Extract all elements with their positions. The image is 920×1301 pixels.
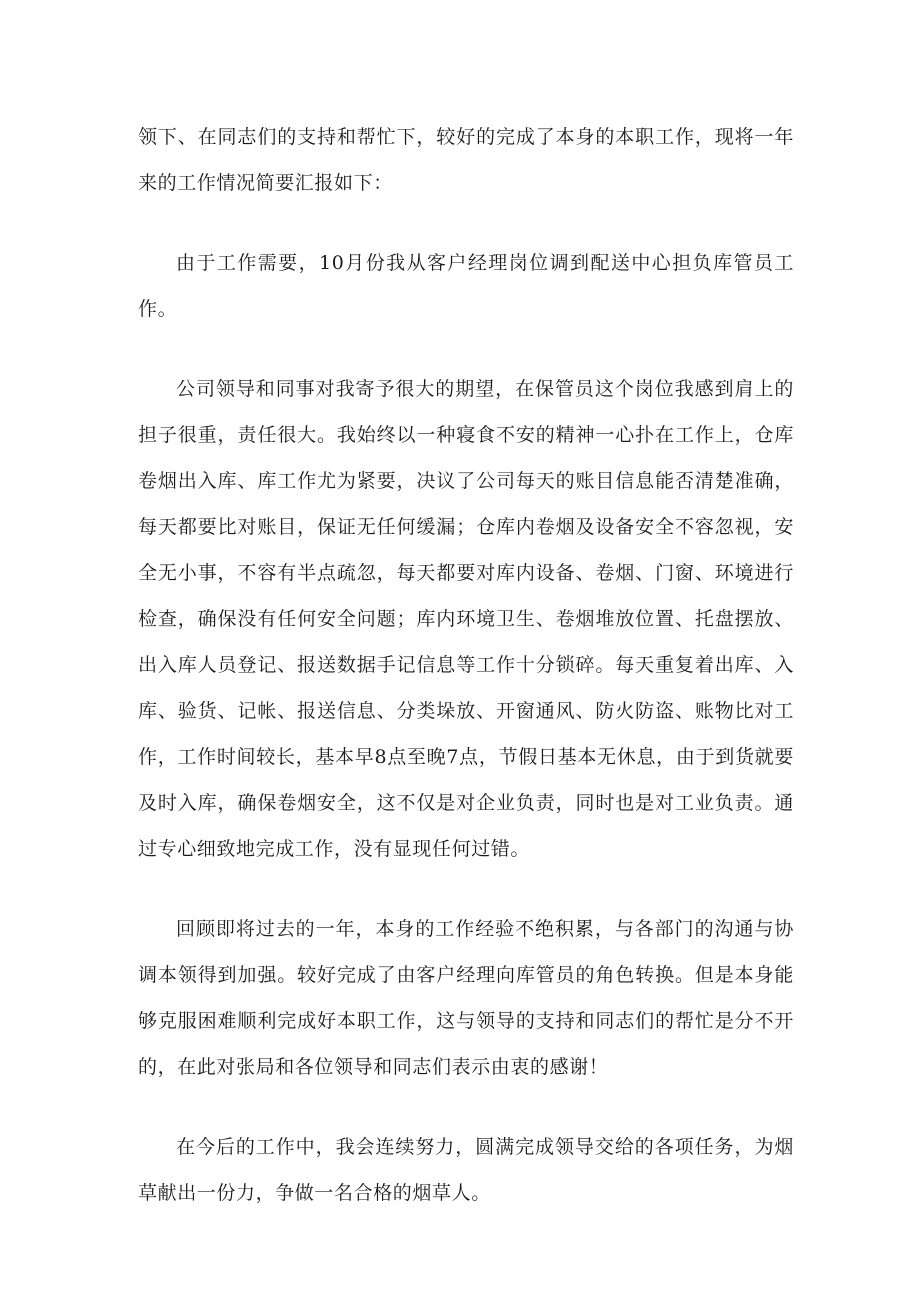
paragraph-warehouse-duties: 公司领导和同事对我寄予很大的期望，在保管员这个岗位我感到肩上的担子很重，责任很大。我始终以一种寝食不安的精神一心扑在工作上，仓库卷烟出入库、库工作尤为紧要，决议了公司每天的账目信息能否清楚准确，每天都要比对账目，保证无任何缓漏；仓库内卷烟及设备安全不容忽视，安全无小事，不容有半点疏忽，每天都要对库内设备、卷烟、门窗、环境进行检查，确保没有任何安全问题；库内环境卫生、卷烟堆放位置、托盘摆放、出入库人员登记、报送数据手记信息等工作十分锁碎。每天重复着出库、入库、验货、记帐、报送信息、分类垛放、开窗通风、防火防盗、账物比对工作，工作时间较长，基本早8点至晚7点，节假日基本无休息，由于到货就要及时入库，确保卷烟安全，这不仅是对企业负责，同时也是对工业负责。通过专心细致地完成工作，没有显现任何过错。 xyxy=(138,378,794,860)
paragraph-report-intro: 领下、在同志们的支持和帮忙下，较好的完成了本身的本职工作，现将一年来的工作情况简要汇报如下： xyxy=(138,126,794,194)
document-body xyxy=(138,114,794,1250)
paragraph-job-transfer: 由于工作需要，10月份我从客户经理岗位调到配送中心担负库管员工作。 xyxy=(138,252,794,320)
paragraph-future-commitment: 在今后的工作中，我会连续努力，圆满完成领导交给的各项任务，为烟草献出一份力，争做一名合格的烟草人。 xyxy=(138,1136,794,1204)
paragraph-year-review: 回顾即将过去的一年，本身的工作经验不绝积累，与各部门的沟通与协调本领得到加强。较好完成了由客户经理向库管员的角色转换。但是本身能够克服困难顺利完成好本职工作，这与领导的支持和同志们的帮忙是分不开的，在此对张局和各位领导和同志们表示由衷的感谢！ xyxy=(138,918,794,1078)
